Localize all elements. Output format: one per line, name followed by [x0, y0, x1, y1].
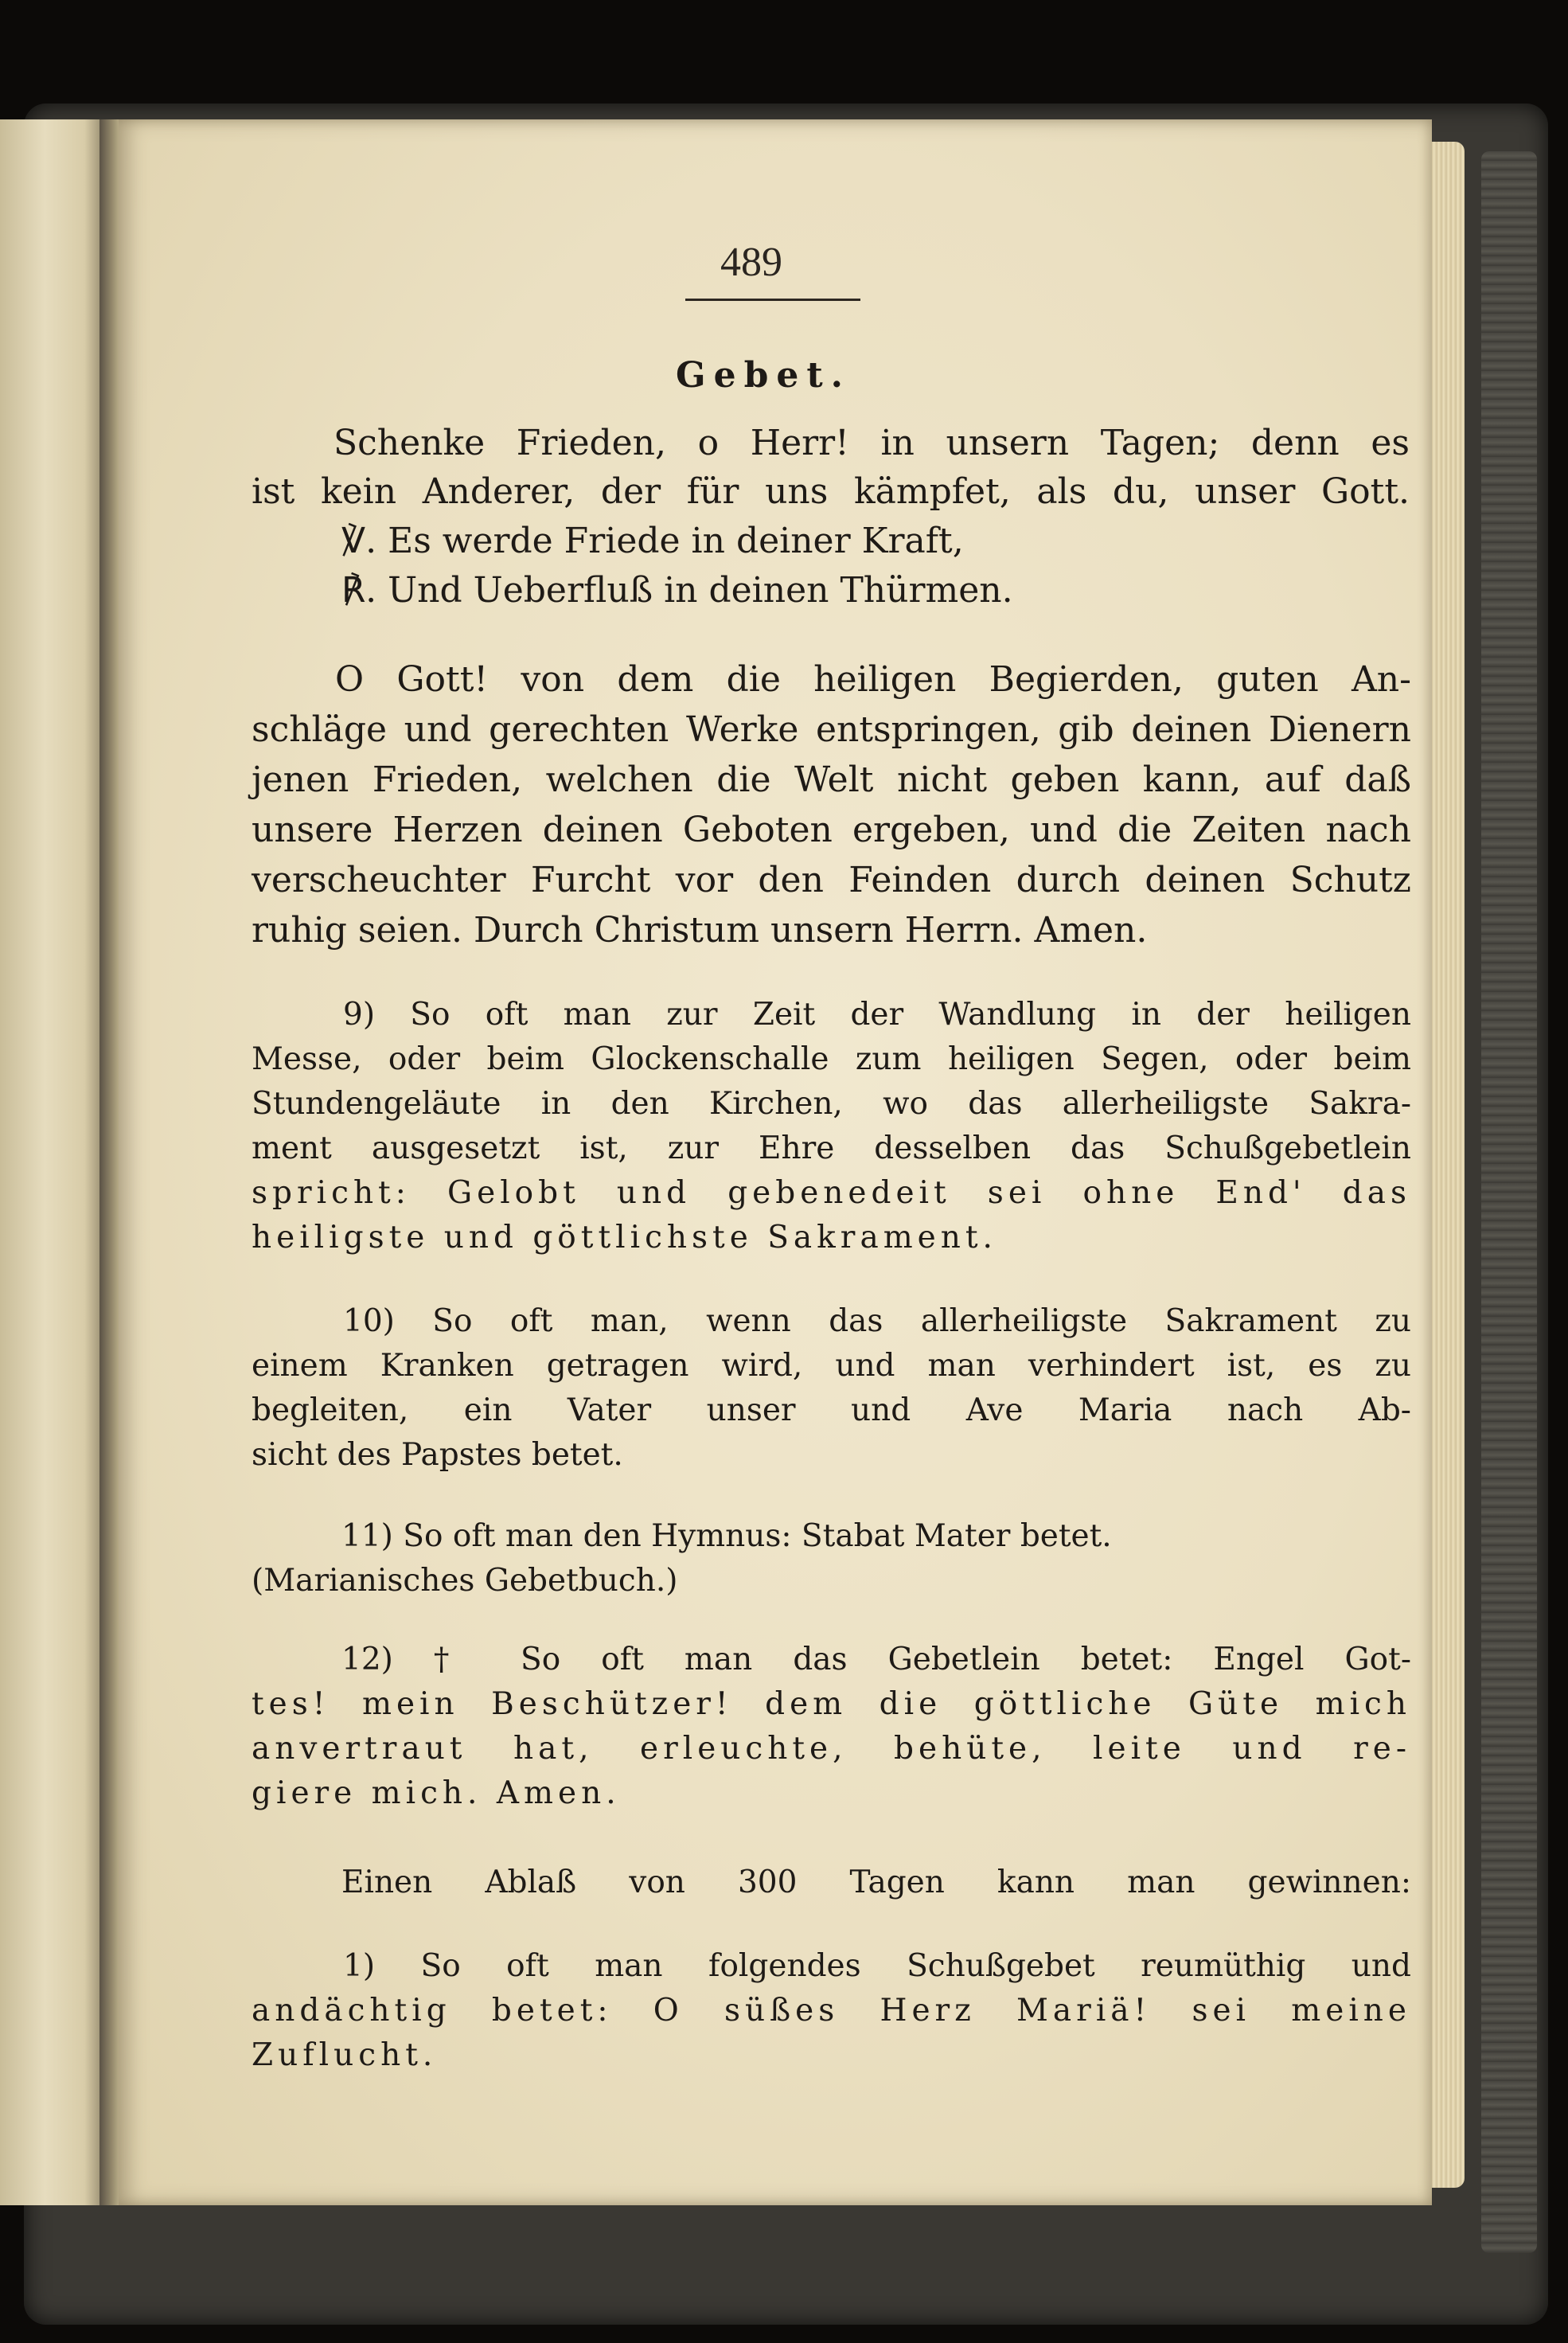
- text-line: Stundengeläute in den Kirchen, wo das allerheiligste Sakra-: [252, 1086, 1411, 1122]
- text-line: ℣. Es werde Friede in deiner Kraft,: [341, 521, 964, 561]
- text-line: schläge und gerechten Werke entspringen, gib deinen Dienern: [252, 709, 1411, 750]
- text-line: giere mich. Amen.: [252, 1775, 621, 1811]
- text-line: Einen Ablaß von 300 Tagen kann man gewinnen:: [341, 1865, 1411, 1900]
- text-line: spricht: Gelobt und gebenedeit sei ohne End' das: [252, 1175, 1411, 1211]
- text-line: tes! mein Beschützer! dem die göttliche Güte mich: [252, 1686, 1411, 1722]
- text-line: heiligste und göttlichste Sakrament.: [252, 1220, 997, 1255]
- text-line: anvertraut hat, erleuchte, behüte, leite und re-: [252, 1731, 1411, 1767]
- text-line: ist kein Anderer, der für uns kämpfet, als du, unser Gott.: [252, 471, 1410, 512]
- text-line: begleiten, ein Vater unser und Ave Maria nach Ab-: [252, 1392, 1411, 1428]
- cover-spine-texture: [1481, 151, 1537, 2253]
- text-line: 11) So oft man den Hymnus: Stabat Mater betet.: [341, 1518, 1112, 1554]
- text-line: 1) So oft man folgendes Schußgebet reumüthig und: [343, 1948, 1411, 1984]
- text-line: jenen Frieden, welchen die Welt nicht geben kann, auf daß: [252, 760, 1411, 800]
- text-line: ℟. Und Ueberfluß in deinen Thürmen.: [341, 570, 1013, 611]
- book-gutter: [99, 119, 119, 2205]
- text-line: 10) So oft man, wenn das allerheiligste Sakrament zu: [343, 1303, 1411, 1339]
- prayer-heading: Gebet.: [676, 355, 851, 396]
- text-line: Zuflucht.: [252, 2037, 438, 2073]
- text-line: sicht des Papstes betet.: [252, 1437, 623, 1473]
- left-page-edge: [0, 119, 102, 2205]
- text-line: ment ausgesetzt ist, zur Ehre desselben das Schußgebetlein: [252, 1130, 1411, 1166]
- page-number-rule: [685, 299, 860, 301]
- text-line: 12) † So oft man das Gebetlein betet: Engel Got-: [341, 1642, 1411, 1677]
- text-line: Messe, oder beim Glockenschalle zum heiligen Segen, oder beim: [252, 1041, 1411, 1077]
- text-line: 9) So oft man zur Zeit der Wandlung in der heiligen: [343, 997, 1411, 1033]
- book-page: [119, 119, 1432, 2205]
- page-number: 489: [720, 240, 782, 285]
- text-line: (Marianisches Gebetbuch.): [252, 1563, 678, 1599]
- text-line: verscheuchter Furcht vor den Feinden durch deinen Schutz: [252, 860, 1411, 900]
- text-line: andächtig betet: O süßes Herz Mariä! sei meine: [252, 1993, 1411, 2029]
- text-line: O Gott! von dem die heiligen Begierden, guten An-: [335, 659, 1411, 700]
- text-line: unsere Herzen deinen Geboten ergeben, und die Zeiten nach: [252, 810, 1411, 850]
- text-line: Schenke Frieden, o Herr! in unsern Tagen; denn es: [333, 423, 1410, 463]
- text-line: ruhig seien. Durch Christum unsern Herrn. Amen.: [252, 910, 1148, 951]
- text-line: einem Kranken getragen wird, und man verhindert ist, es zu: [252, 1348, 1411, 1384]
